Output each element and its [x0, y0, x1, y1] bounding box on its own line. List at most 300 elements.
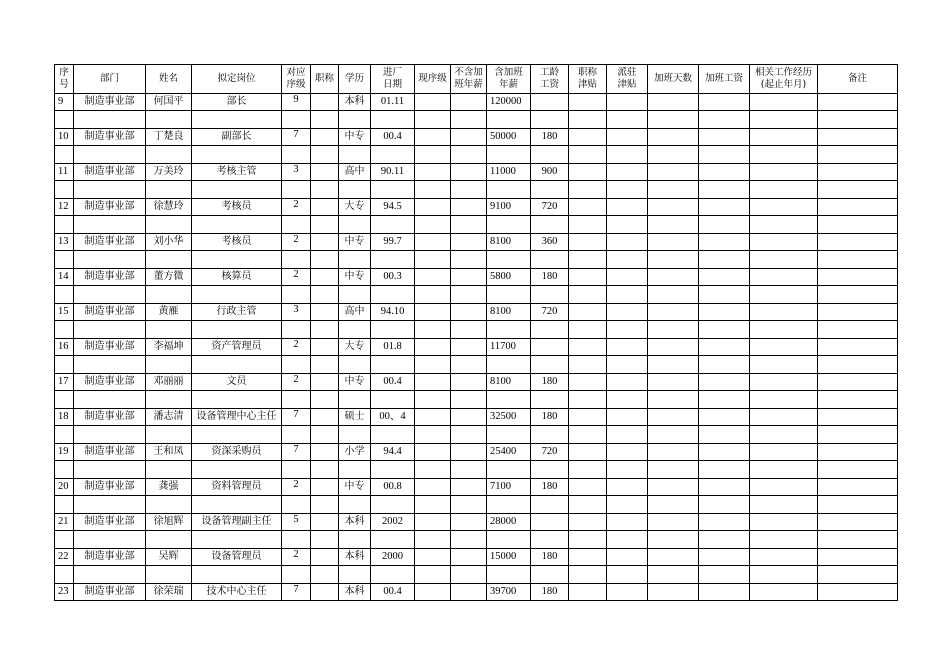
cell-name: 丁楚良: [146, 129, 192, 146]
empty-cell: [282, 181, 311, 199]
empty-cell: [750, 566, 818, 584]
empty-cell: [607, 216, 648, 234]
empty-cell: [311, 216, 339, 234]
empty-cell: [192, 566, 282, 584]
cell-post: 资深采购员: [192, 444, 282, 461]
cell-title: [311, 199, 339, 216]
cell-cur: [415, 94, 451, 111]
cell-date: 00.4: [371, 584, 415, 601]
cell-post: 部长: [192, 94, 282, 111]
empty-cell: [311, 146, 339, 164]
salary-table-sheet: [54, 64, 897, 601]
empty-cell: [311, 321, 339, 339]
cell-pay: 11700: [487, 339, 531, 356]
cell-edu: 高中: [339, 304, 371, 321]
cell-seniority: 720: [531, 304, 569, 321]
cell-edu: 中专: [339, 234, 371, 251]
cell-date: 00、4: [371, 409, 415, 426]
cell-name: 徐慧玲: [146, 199, 192, 216]
cell-otdays: [648, 304, 699, 321]
cell-rank: 2: [282, 269, 311, 286]
cell-title: [311, 514, 339, 531]
cell-seniority: 180: [531, 269, 569, 286]
cell-date: 2002: [371, 514, 415, 531]
empty-cell: [569, 496, 607, 514]
cell-post: 核算员: [192, 269, 282, 286]
empty-cell: [339, 356, 371, 374]
cell-title: [311, 234, 339, 251]
cell-titlepay: [569, 444, 607, 461]
spacer-row: [55, 391, 898, 409]
empty-cell: [192, 496, 282, 514]
cell-no: 14: [55, 269, 74, 286]
empty-cell: [371, 391, 415, 409]
cell-nooverpay: [451, 444, 487, 461]
empty-cell: [818, 391, 898, 409]
empty-cell: [699, 251, 750, 269]
cell-date: 00.3: [371, 269, 415, 286]
cell-edu: 大专: [339, 199, 371, 216]
empty-cell: [339, 566, 371, 584]
empty-cell: [699, 426, 750, 444]
empty-cell: [699, 391, 750, 409]
cell-otpay: [699, 409, 750, 426]
cell-note: [818, 164, 898, 181]
empty-cell: [146, 426, 192, 444]
cell-seniority: 180: [531, 129, 569, 146]
cell-pay: 8100: [487, 304, 531, 321]
empty-cell: [648, 566, 699, 584]
cell-title: [311, 129, 339, 146]
empty-cell: [569, 461, 607, 479]
empty-cell: [339, 286, 371, 304]
cell-stationpay: [607, 374, 648, 391]
column-header: 工龄 工资: [531, 65, 569, 94]
empty-cell: [415, 496, 451, 514]
empty-cell: [311, 496, 339, 514]
empty-cell: [55, 391, 74, 409]
empty-cell: [55, 566, 74, 584]
cell-exp: [750, 304, 818, 321]
cell-stationpay: [607, 199, 648, 216]
empty-cell: [487, 496, 531, 514]
empty-cell: [531, 566, 569, 584]
cell-rank: 7: [282, 129, 311, 146]
empty-cell: [451, 216, 487, 234]
cell-post: 文员: [192, 374, 282, 391]
cell-no: 23: [55, 584, 74, 601]
cell-stationpay: [607, 339, 648, 356]
cell-date: 00.4: [371, 374, 415, 391]
spacer-row: [55, 356, 898, 374]
cell-nooverpay: [451, 269, 487, 286]
empty-cell: [569, 146, 607, 164]
cell-pay: 39700: [487, 584, 531, 601]
cell-seniority: [531, 94, 569, 111]
empty-cell: [487, 216, 531, 234]
cell-edu: 高中: [339, 164, 371, 181]
column-header: 职称: [311, 65, 339, 94]
cell-stationpay: [607, 304, 648, 321]
empty-cell: [55, 356, 74, 374]
cell-otdays: [648, 94, 699, 111]
cell-title: [311, 94, 339, 111]
cell-post: 考核员: [192, 234, 282, 251]
empty-cell: [74, 531, 146, 549]
empty-cell: [607, 286, 648, 304]
empty-cell: [192, 111, 282, 129]
cell-nooverpay: [451, 199, 487, 216]
spacer-row: [55, 146, 898, 164]
empty-cell: [569, 566, 607, 584]
empty-cell: [607, 321, 648, 339]
cell-rank: 2: [282, 199, 311, 216]
empty-cell: [55, 321, 74, 339]
empty-cell: [648, 181, 699, 199]
empty-cell: [415, 566, 451, 584]
cell-post: 考核主管: [192, 164, 282, 181]
cell-seniority: 180: [531, 584, 569, 601]
empty-cell: [569, 356, 607, 374]
cell-note: [818, 304, 898, 321]
empty-cell: [531, 251, 569, 269]
cell-exp: [750, 339, 818, 356]
empty-cell: [451, 566, 487, 584]
empty-cell: [415, 286, 451, 304]
empty-cell: [818, 216, 898, 234]
empty-cell: [648, 146, 699, 164]
cell-otdays: [648, 409, 699, 426]
empty-cell: [192, 181, 282, 199]
empty-cell: [192, 321, 282, 339]
cell-dept: 制造事业部: [74, 234, 146, 251]
empty-cell: [146, 566, 192, 584]
empty-cell: [282, 356, 311, 374]
cell-name: 龚强: [146, 479, 192, 496]
cell-rank: 3: [282, 304, 311, 321]
cell-cur: [415, 129, 451, 146]
cell-seniority: 720: [531, 199, 569, 216]
spacer-row: [55, 181, 898, 199]
empty-cell: [818, 146, 898, 164]
cell-rank: 2: [282, 549, 311, 566]
cell-date: 94.4: [371, 444, 415, 461]
cell-post: 资产管理员: [192, 339, 282, 356]
cell-nooverpay: [451, 234, 487, 251]
salary-table: [54, 64, 898, 601]
column-header: 备注: [818, 65, 898, 94]
empty-cell: [55, 496, 74, 514]
empty-cell: [55, 251, 74, 269]
cell-name: 徐旭辉: [146, 514, 192, 531]
cell-edu: 本科: [339, 549, 371, 566]
empty-cell: [487, 531, 531, 549]
empty-cell: [487, 356, 531, 374]
spacer-row: [55, 216, 898, 234]
cell-date: 00.4: [371, 129, 415, 146]
empty-cell: [282, 391, 311, 409]
cell-titlepay: [569, 584, 607, 601]
cell-dept: 制造事业部: [74, 164, 146, 181]
cell-exp: [750, 199, 818, 216]
empty-cell: [192, 286, 282, 304]
cell-edu: 中专: [339, 269, 371, 286]
empty-cell: [192, 251, 282, 269]
empty-cell: [282, 251, 311, 269]
cell-no: 12: [55, 199, 74, 216]
cell-stationpay: [607, 269, 648, 286]
cell-dept: 制造事业部: [74, 94, 146, 111]
empty-cell: [569, 181, 607, 199]
cell-otpay: [699, 234, 750, 251]
spacer-row: [55, 566, 898, 584]
empty-cell: [487, 146, 531, 164]
cell-date: 01.8: [371, 339, 415, 356]
empty-cell: [607, 391, 648, 409]
empty-cell: [74, 391, 146, 409]
cell-otpay: [699, 164, 750, 181]
cell-rank: 2: [282, 374, 311, 391]
empty-cell: [699, 181, 750, 199]
empty-cell: [339, 216, 371, 234]
empty-cell: [750, 146, 818, 164]
cell-dept: 制造事业部: [74, 269, 146, 286]
empty-cell: [55, 181, 74, 199]
empty-cell: [531, 531, 569, 549]
spacer-row: [55, 496, 898, 514]
empty-cell: [192, 146, 282, 164]
cell-no: 20: [55, 479, 74, 496]
cell-post: 资料管理员: [192, 479, 282, 496]
empty-cell: [415, 321, 451, 339]
column-header: 含加班 年薪: [487, 65, 531, 94]
cell-title: [311, 339, 339, 356]
column-header: 对应 序级: [282, 65, 311, 94]
cell-otpay: [699, 514, 750, 531]
cell-pay: 11000: [487, 164, 531, 181]
empty-cell: [371, 286, 415, 304]
table-row: [55, 584, 898, 601]
empty-cell: [311, 356, 339, 374]
empty-cell: [451, 496, 487, 514]
empty-cell: [648, 216, 699, 234]
empty-cell: [371, 426, 415, 444]
cell-nooverpay: [451, 584, 487, 601]
cell-exp: [750, 234, 818, 251]
cell-rank: 5: [282, 514, 311, 531]
empty-cell: [74, 356, 146, 374]
column-header: 加班天数: [648, 65, 699, 94]
cell-otdays: [648, 479, 699, 496]
table-row: [55, 164, 898, 181]
spacer-row: [55, 286, 898, 304]
cell-no: 15: [55, 304, 74, 321]
empty-cell: [146, 391, 192, 409]
empty-cell: [607, 496, 648, 514]
column-header: 相关工作经历 (起止年月): [750, 65, 818, 94]
spacer-row: [55, 461, 898, 479]
cell-stationpay: [607, 234, 648, 251]
empty-cell: [750, 356, 818, 374]
cell-title: [311, 549, 339, 566]
cell-exp: [750, 409, 818, 426]
cell-cur: [415, 269, 451, 286]
empty-cell: [531, 321, 569, 339]
empty-cell: [531, 391, 569, 409]
empty-cell: [487, 461, 531, 479]
empty-cell: [282, 111, 311, 129]
empty-cell: [282, 146, 311, 164]
cell-dept: 制造事业部: [74, 129, 146, 146]
cell-dept: 制造事业部: [74, 584, 146, 601]
empty-cell: [371, 461, 415, 479]
empty-cell: [282, 286, 311, 304]
cell-exp: [750, 94, 818, 111]
cell-name: 刘小华: [146, 234, 192, 251]
table-row: [55, 269, 898, 286]
column-header: 不含加 班年薪: [451, 65, 487, 94]
cell-pay: 5800: [487, 269, 531, 286]
empty-cell: [699, 496, 750, 514]
cell-cur: [415, 514, 451, 531]
column-header: 学历: [339, 65, 371, 94]
cell-title: [311, 164, 339, 181]
empty-cell: [531, 356, 569, 374]
empty-cell: [339, 461, 371, 479]
empty-cell: [55, 286, 74, 304]
cell-date: 94.5: [371, 199, 415, 216]
empty-cell: [451, 426, 487, 444]
cell-titlepay: [569, 94, 607, 111]
cell-rank: 2: [282, 479, 311, 496]
cell-otdays: [648, 164, 699, 181]
empty-cell: [415, 531, 451, 549]
cell-cur: [415, 234, 451, 251]
empty-cell: [74, 111, 146, 129]
cell-otdays: [648, 584, 699, 601]
empty-cell: [531, 111, 569, 129]
cell-exp: [750, 549, 818, 566]
cell-date: 01.11: [371, 94, 415, 111]
empty-cell: [311, 251, 339, 269]
empty-cell: [569, 391, 607, 409]
cell-otdays: [648, 234, 699, 251]
empty-cell: [648, 251, 699, 269]
cell-exp: [750, 444, 818, 461]
empty-cell: [699, 216, 750, 234]
cell-note: [818, 269, 898, 286]
empty-cell: [146, 216, 192, 234]
cell-post: 考核员: [192, 199, 282, 216]
empty-cell: [74, 251, 146, 269]
cell-pay: 9100: [487, 199, 531, 216]
empty-cell: [146, 111, 192, 129]
empty-cell: [55, 111, 74, 129]
table-row: [55, 94, 898, 111]
empty-cell: [146, 496, 192, 514]
cell-titlepay: [569, 234, 607, 251]
cell-name: 吴辉: [146, 549, 192, 566]
empty-cell: [648, 531, 699, 549]
empty-cell: [146, 181, 192, 199]
cell-post: 行政主管: [192, 304, 282, 321]
cell-edu: 本科: [339, 584, 371, 601]
empty-cell: [531, 426, 569, 444]
cell-otpay: [699, 94, 750, 111]
empty-cell: [750, 286, 818, 304]
empty-cell: [699, 286, 750, 304]
spacer-row: [55, 531, 898, 549]
cell-title: [311, 269, 339, 286]
cell-edu: 本科: [339, 514, 371, 531]
cell-no: 22: [55, 549, 74, 566]
empty-cell: [699, 566, 750, 584]
empty-cell: [192, 461, 282, 479]
empty-cell: [818, 286, 898, 304]
empty-cell: [55, 216, 74, 234]
cell-nooverpay: [451, 479, 487, 496]
empty-cell: [311, 111, 339, 129]
empty-cell: [74, 321, 146, 339]
cell-otpay: [699, 479, 750, 496]
cell-date: 90.11: [371, 164, 415, 181]
empty-cell: [339, 426, 371, 444]
empty-cell: [339, 146, 371, 164]
empty-cell: [818, 496, 898, 514]
empty-cell: [569, 531, 607, 549]
cell-no: 19: [55, 444, 74, 461]
cell-rank: 7: [282, 444, 311, 461]
empty-cell: [415, 216, 451, 234]
cell-otpay: [699, 304, 750, 321]
cell-exp: [750, 164, 818, 181]
cell-note: [818, 444, 898, 461]
cell-pay: 50000: [487, 129, 531, 146]
header-row: [55, 65, 898, 94]
cell-no: 16: [55, 339, 74, 356]
empty-cell: [415, 181, 451, 199]
cell-seniority: [531, 339, 569, 356]
empty-cell: [339, 496, 371, 514]
cell-note: [818, 129, 898, 146]
empty-cell: [699, 461, 750, 479]
empty-cell: [487, 181, 531, 199]
empty-cell: [750, 111, 818, 129]
cell-nooverpay: [451, 304, 487, 321]
cell-dept: 制造事业部: [74, 549, 146, 566]
empty-cell: [487, 111, 531, 129]
table-row: [55, 304, 898, 321]
empty-cell: [487, 426, 531, 444]
cell-edu: 大专: [339, 339, 371, 356]
cell-name: 潘志清: [146, 409, 192, 426]
empty-cell: [74, 496, 146, 514]
cell-dept: 制造事业部: [74, 374, 146, 391]
empty-cell: [415, 426, 451, 444]
empty-cell: [451, 531, 487, 549]
empty-cell: [55, 146, 74, 164]
cell-nooverpay: [451, 549, 487, 566]
cell-titlepay: [569, 199, 607, 216]
cell-cur: [415, 409, 451, 426]
cell-rank: 2: [282, 234, 311, 251]
empty-cell: [648, 461, 699, 479]
cell-nooverpay: [451, 339, 487, 356]
empty-cell: [607, 251, 648, 269]
empty-cell: [451, 356, 487, 374]
cell-otdays: [648, 199, 699, 216]
cell-seniority: [531, 514, 569, 531]
